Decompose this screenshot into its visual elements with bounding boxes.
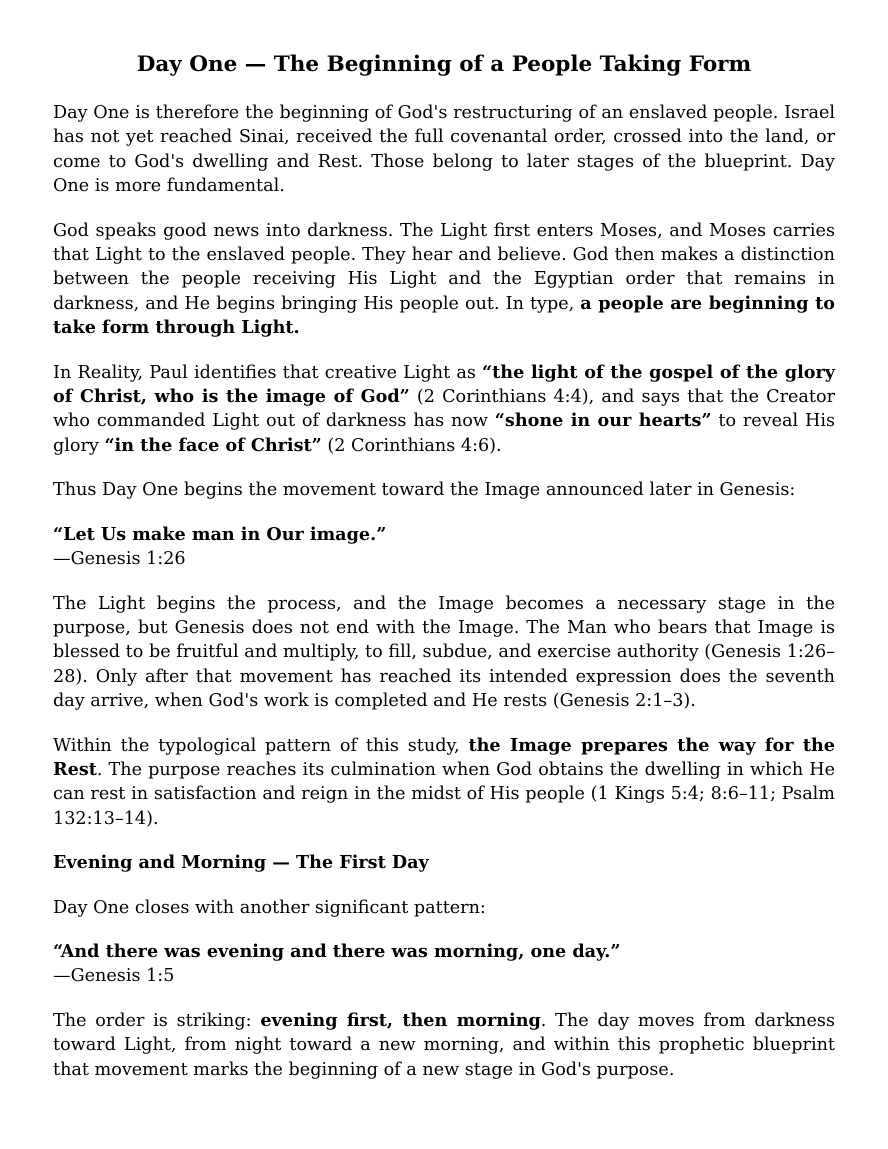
- quote-text: “Let Us make man in Our image.”: [53, 523, 387, 545]
- paragraph-restructuring: Day One is therefore the beginning of God's restructuring of an enslaved people. Israel has not yet reached Sinai, received the full covenantal order, crossed into the land, or come to God's dwelling and Rest. Those belong to later stages of the blueprint. Day One is more fundamental.: [53, 103, 835, 197]
- paragraph-movement: Thus Day One begins the movement toward the Image announced later in Genesis:: [53, 480, 796, 501]
- paragraph-text: In Reality, Paul identifies that creative Light as: [53, 362, 483, 383]
- emphasis-text: “the light of the gospel of the glory of Christ, who is the image of God”: [53, 361, 835, 408]
- paragraph-text: to reveal His glory: [53, 411, 835, 456]
- paragraph-image: The Light begins the process, and the Image becomes a necessary stage in the purpose, but Genesis does not end with the Image. The Man who bears that Image is blessed to be fruitful and multiply, to fill, subdue, and exercise authority (Genesis 1:26–28). Only after that movement has reached its intended expression does the seventh day arrive, when God's work is completed and He rests (Genesis 2:1–3).: [53, 593, 835, 712]
- page-title: Day One — The Beginning of a People Taking Form: [136, 52, 752, 77]
- emphasis-text: evening first, then morning: [260, 1009, 541, 1031]
- paragraph-good-news: [53, 219, 835, 341]
- emphasis-text: the Image prepares the way for the Rest: [53, 734, 835, 780]
- paragraph-text: . The purpose reaches its culmination when God obtains the dwelling in which He can rest in satisfaction and reign in the midst of His people (1 Kings 5:4; 8:6–11; Psalm 132:13–14).: [53, 759, 835, 829]
- emphasis-text: “shone in our hearts”: [494, 410, 712, 432]
- paragraph-reality: [53, 361, 835, 459]
- paragraph-text: Within the typological pattern of this study,: [53, 735, 469, 756]
- paragraph-rest: [53, 734, 835, 832]
- quote-reference: —Genesis 1:26: [53, 549, 186, 570]
- paragraph-text: (2 Corinthians 4:4), and says that the Creator who commanded Light out of darkness has now: [53, 387, 835, 432]
- paragraph-pattern: Day One closes with another significant pattern:: [53, 897, 486, 918]
- quote-reference: —Genesis 1:5: [53, 966, 175, 987]
- paragraph-text: God speaks good news into darkness. The Light first enters Moses, and Moses carries that Light to the enslaved people. They hear and believe. God then makes a distinction between the people receiving His Light and the Egyptian order that remains in darkness, and He begins bringing His people out. In type,: [53, 220, 835, 314]
- section-heading: Evening and Morning — The First Day: [53, 852, 429, 874]
- emphasis-text: a people are beginning to take form through Light.: [53, 292, 835, 339]
- scripture-quote: [53, 523, 835, 572]
- paragraph-evening-morning: [53, 1009, 835, 1082]
- quote-text: “And there was evening and there was morning, one day.”: [53, 940, 621, 962]
- paragraph-text: The order is striking:: [53, 1010, 261, 1031]
- paragraph-text: . The day moves from darkness toward Light, from night toward a new morning, and within this prophetic blueprint that movement marks the beginning of a new stage in God's purpose.: [53, 1010, 835, 1080]
- scripture-quote: [53, 940, 835, 989]
- emphasis-text: “in the face of Christ”: [104, 434, 322, 456]
- paragraph-text: (2 Corinthians 4:6).: [321, 435, 502, 456]
